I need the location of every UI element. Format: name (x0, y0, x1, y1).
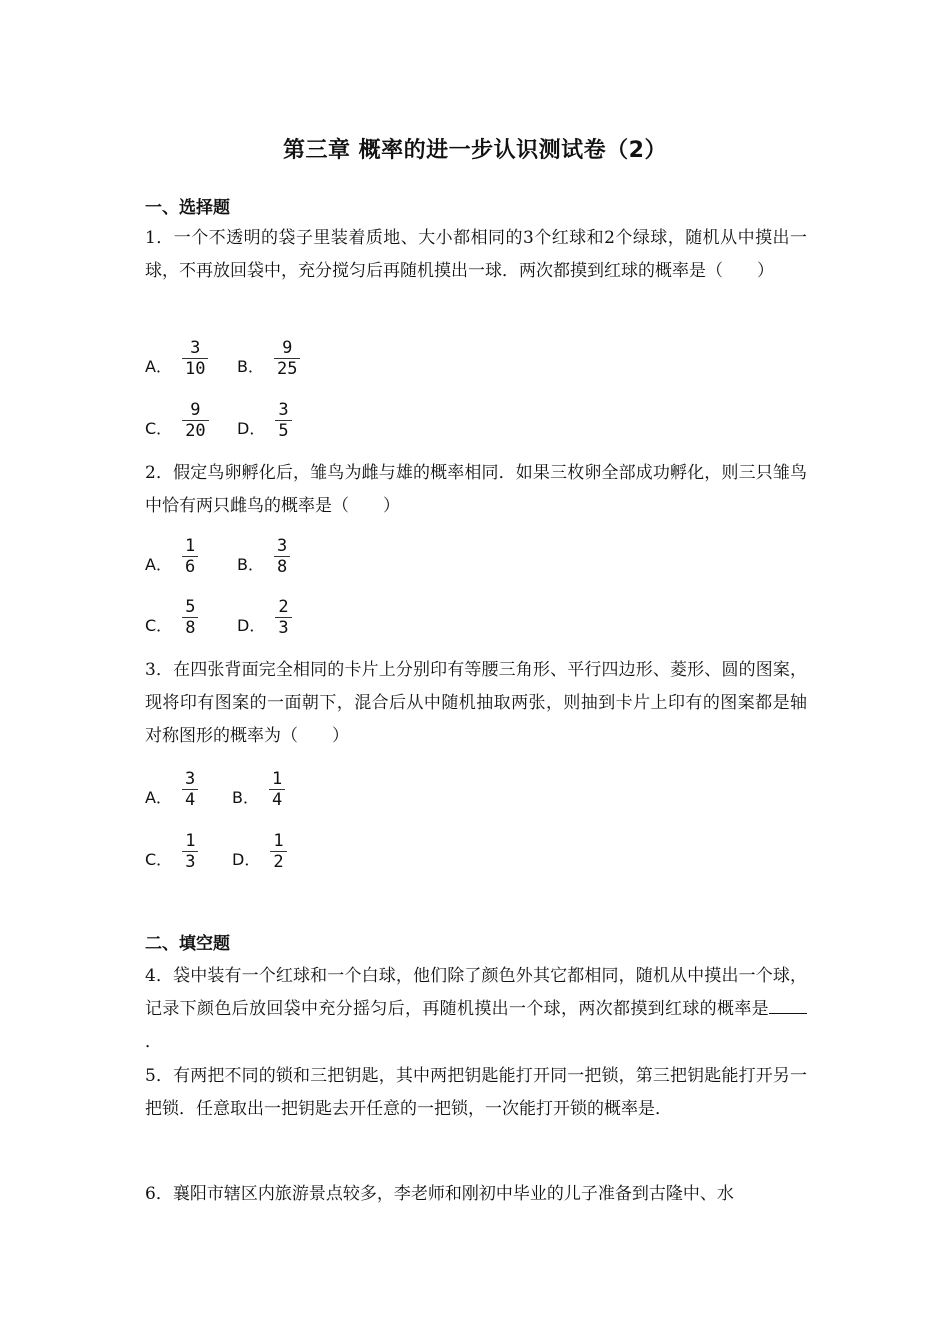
question-6-text: 6．襄阳市辖区内旅游景点较多，李老师和刚初中毕业的儿子准备到古隆中、水 (145, 1184, 734, 1204)
q3-option-d[interactable] (232, 831, 287, 872)
q2-option-b[interactable] (237, 536, 290, 577)
page-title: 第三章 概率的进一步认识测试卷（2） (283, 138, 667, 163)
fraction: $\frac{3}{10}$ (182, 338, 208, 379)
section-heading-choice: 一、选择题 (145, 198, 230, 218)
q3-option-c[interactable] (145, 831, 198, 872)
question-2-text: 2．假定鸟卵孵化后，雏鸟为雌与雄的概率相同．如果三枚卵全部成功孵化，则三只雏鸟中恰有两只雌鸟的概率是（ ） (145, 463, 807, 516)
question-4 (145, 960, 807, 1059)
question-1-text: 1．一个不透明的袋子里装着质地、大小都相同的3个红球和2个绿球，随机从中摸出一球，不再放回袋中，充分搅匀后再随机摸出一球．两次都摸到红球的概率是（ ） (145, 228, 807, 281)
q2-option-a[interactable] (145, 536, 198, 577)
question-3-text: 3．在四张背面完全相同的卡片上分别印有等腰三角形、平行四边形、菱形、圆的图案，现将印有图案的一面朝下，混合后从中随机抽取两张，则抽到卡片上印有的图案都是轴对称图形的概率为（ ） (145, 660, 807, 746)
q1-option-b[interactable] (237, 338, 300, 379)
option-letter: A． (145, 357, 172, 376)
question-4-end: ． (145, 1032, 162, 1052)
fraction: $\frac{3}{5}$ (275, 400, 291, 441)
question-5 (145, 1060, 807, 1126)
option-letter: B． (232, 788, 259, 807)
question-4-text: 4．袋中装有一个红球和一个白球，他们除了颜色外其它都相同，随机从中摸出一个球，记录下颜色后放回袋中充分摇匀后，再随机摸出一个球，两次都摸到红球的概率是 (145, 966, 807, 1019)
question-5-text: 5．有两把不同的锁和三把钥匙，其中两把钥匙能打开同一把锁，第三把钥匙能打开另一把锁．任意取出一把钥匙去开任意的一把锁，一次能打开锁的概率是 (145, 1066, 807, 1119)
fraction: $\frac{2}{3}$ (275, 597, 291, 638)
option-letter: A． (145, 555, 172, 574)
q2-option-d[interactable] (237, 597, 292, 638)
fraction: $\frac{3}{8}$ (274, 536, 290, 577)
q2-option-c[interactable] (145, 597, 198, 638)
fraction: $\frac{9}{25}$ (274, 338, 300, 379)
fraction: $\frac{3}{4}$ (182, 769, 198, 810)
section-heading-fill: 二、填空题 (145, 934, 230, 954)
option-letter: A． (145, 788, 172, 807)
q3-option-b[interactable] (232, 769, 285, 810)
fraction: $\frac{5}{8}$ (182, 597, 198, 638)
option-letter: D． (237, 419, 266, 438)
q1-option-a[interactable] (145, 338, 208, 379)
option-letter: B． (237, 357, 264, 376)
option-letter: C． (145, 850, 173, 869)
fraction: $\frac{1}{6}$ (182, 536, 198, 577)
option-letter: D． (232, 850, 261, 869)
fraction: $\frac{1}{3}$ (182, 831, 198, 872)
option-letter: B． (237, 555, 264, 574)
fraction: $\frac{9}{20}$ (182, 400, 208, 441)
option-letter: C． (145, 616, 173, 635)
fraction: $\frac{1}{2}$ (270, 831, 286, 872)
question-5-end: ． (655, 1099, 672, 1119)
q1-option-d[interactable] (237, 400, 292, 441)
option-letter: D． (237, 616, 266, 635)
option-letter: C． (145, 419, 173, 438)
fraction: $\frac{1}{4}$ (269, 769, 285, 810)
answer-blank[interactable] (769, 995, 807, 1014)
q1-option-c[interactable] (145, 400, 209, 441)
q3-option-a[interactable] (145, 769, 198, 810)
